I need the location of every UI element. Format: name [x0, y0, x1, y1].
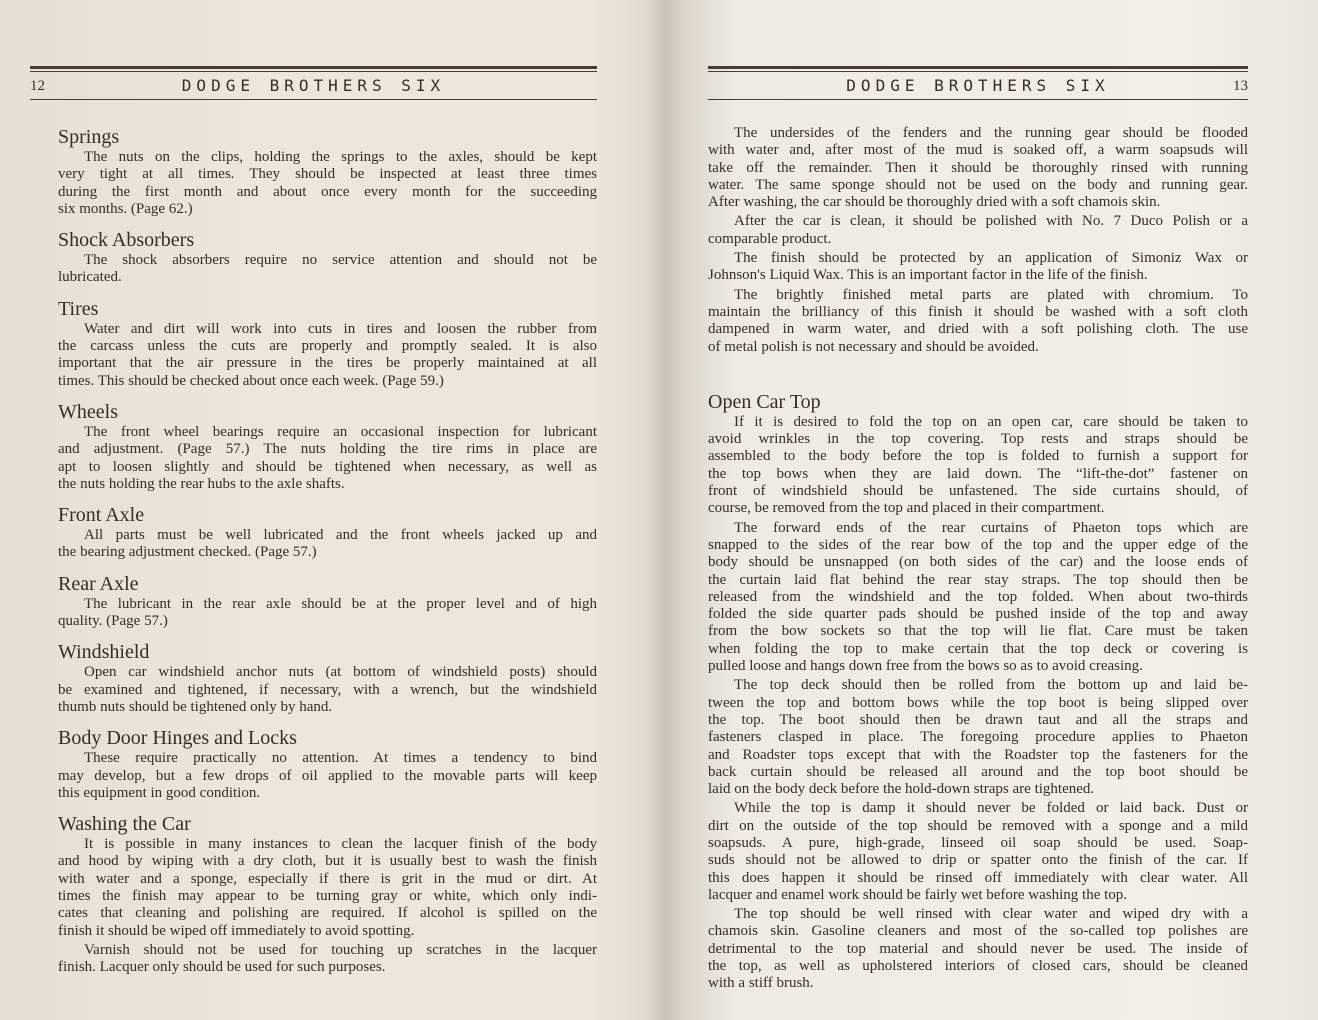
text-line: All parts must be well lubricated and the front wheels jacked up and [84, 527, 597, 544]
header-rule-bottom [30, 99, 597, 100]
text-line: be examined and tightened, if necessary, with a wrench, but the windshield [58, 681, 597, 698]
text-line: folded the side quarter pads should be pushed inside of the top and away [708, 606, 1248, 623]
section-heading: Washing the Car [58, 813, 191, 836]
section [708, 366, 1248, 993]
text-line: Open car windshield anchor nuts (at bottom of windshield posts) should [84, 664, 597, 681]
section [58, 640, 597, 716]
text-line: pulled loose and hangs down free from the bows so as to avoid creasing. [708, 658, 1143, 675]
text-line: chamois skin. Gasoline cleaners and most of the so-called top polishes are [708, 923, 1248, 940]
text-line: fasteners clasped in place. The foregoing procedure applies to Phaeton [708, 729, 1248, 746]
text-line: dampened in warm water, and dried with a soft polishing cloth. The use [708, 321, 1248, 338]
paragraph [58, 527, 597, 562]
paragraph [708, 520, 1248, 676]
section [58, 125, 597, 218]
page-number: 13 [1233, 78, 1248, 94]
page-body [58, 125, 597, 987]
text-line: of metal polish is not necessary and should be avoided. [708, 338, 1039, 355]
text-line: the bearing adjustment checked. (Page 57.) [58, 544, 317, 561]
paragraph [58, 252, 597, 287]
text-line: The undersides of the fenders and the running gear should be flooded [734, 125, 1248, 141]
header-rule-top [708, 66, 1248, 69]
text-line: cates that cleaning and polishing are required. If alcohol is spilled on the [58, 905, 597, 922]
text-line: The nuts on the clips, holding the springs to the axles, should be kept [84, 149, 597, 165]
section-heading: Rear Axle [58, 572, 139, 595]
text-line: with water and, after most of the mud is soaked off, a warm soapsuds will [708, 142, 1248, 159]
section-heading: Open Car Top [708, 390, 821, 413]
text-line: laid on the body deck before the hold-down straps are tightened. [708, 781, 1095, 798]
text-line: The top should be well rinsed with clear water and wiped dry with a [734, 906, 1248, 923]
text-line: the top bows when they are laid down. The “lift-the-dot” fastener on [708, 465, 1248, 482]
text-line: tween the top and bottom bows while the top boot is being slipped over [708, 694, 1248, 711]
paragraph [58, 664, 597, 716]
text-line: If it is desired to fold the top on an open car, care should be taken to [734, 413, 1248, 430]
section [58, 297, 597, 390]
text-line: the nuts holding the rear hubs to the axle shafts. [58, 475, 345, 492]
text-line: detrimental to the top material and should never be used. The inside of [708, 940, 1248, 957]
text-line: snapped to the sides of the rear bow of the top and the upper edge of the [708, 536, 1248, 553]
text-line: take off the remainder. Then it should be thoroughly rinsed with running [708, 159, 1248, 176]
paragraph [708, 800, 1248, 904]
text-line: may develop, but a few drops of oil applied to the movable parts will keep [58, 767, 597, 784]
paragraph [58, 596, 597, 631]
paragraph [708, 677, 1248, 798]
text-line: the top, as well as upholstered interiors of closed cars, should be cleaned [708, 958, 1248, 975]
text-line: finish it should be wiped off immediately to avoid spotting. [58, 922, 415, 939]
section-heading: Body Door Hinges and Locks [58, 727, 297, 750]
text-line: and Roadster tops except that with the Roadster top the fasteners for the [708, 746, 1248, 763]
text-line: lacquer and enamel work should be fairly wet before washing the top. [708, 886, 1128, 903]
header-rule-bottom [708, 99, 1248, 100]
text-line: The finish should be protected by an application of Simoniz Wax or [734, 250, 1248, 267]
paragraph [708, 906, 1248, 992]
section-heading: Wheels [58, 400, 118, 423]
running-title: DODGE BROTHERS SIX [181, 76, 446, 95]
text-line: the curtain laid flat behind the rear stay straps. The top should then be [708, 571, 1248, 588]
text-line: six months. (Page 62.) [58, 200, 193, 217]
text-line: released from the windshield and the top folded. When about two-thirds [708, 588, 1248, 605]
text-line: dirt on the outside of the top should be removed with a sponge and a mild [708, 817, 1248, 834]
text-line: water. The same sponge should not be used on the body and running gear. [708, 176, 1248, 193]
paragraph [708, 125, 1248, 211]
text-line: front of windshield should be unfastened. The side curtains should, of [708, 483, 1248, 500]
section [58, 400, 597, 493]
paragraph [58, 836, 597, 940]
text-line: After the car is clean, it should be polished with No. 7 Duco Polish or a [734, 213, 1248, 230]
paragraph [58, 149, 597, 218]
text-line: times. This should be checked about once each week. (Page 59.) [58, 372, 444, 389]
page-body [708, 125, 1248, 1003]
paragraph [708, 287, 1248, 356]
text-line: The brightly finished metal parts are plated with chromium. To [734, 286, 1248, 303]
text-line: After washing, the car should be thoroughly dried with a soft chamois skin. [708, 194, 1161, 211]
text-line: comparable product. [708, 230, 832, 247]
text-line: It is possible in many instances to clean the lacquer finish of the body [84, 836, 597, 853]
text-line: The front wheel bearings require an occasional inspection for lubricant [84, 423, 597, 440]
section [708, 125, 1248, 356]
text-line: quality. (Page 57.) [58, 613, 168, 630]
paragraph [58, 424, 597, 493]
text-line: The forward ends of the rear curtains of Phaeton tops which are [734, 519, 1248, 536]
paragraph [58, 321, 597, 390]
paragraph [58, 750, 597, 802]
text-line: Johnson's Liquid Wax. This is an important factor in the life of the finish. [708, 267, 1148, 284]
text-line: The top deck should then be rolled from the bottom up and laid be- [734, 677, 1248, 694]
text-line: the carcass unless the cuts are properly and promptly sealed. It is also [58, 338, 597, 355]
section [58, 726, 597, 802]
text-line: and hood by wiping with a dry cloth, but it is usually best to wash the finish [58, 853, 597, 870]
section-heading: Tires [58, 297, 99, 320]
text-line: this does happen it should be rinsed off immediately with clear water. All [708, 869, 1248, 886]
text-line: assembled to the body before the top is folded to furnish a support for [708, 448, 1248, 465]
text-line: These require practically no attention. At times a tendency to bind [84, 750, 597, 767]
text-line: when folding the top to make certain that the top deck or covering is [708, 640, 1248, 657]
text-line: thumb nuts should be tightened only by hand. [58, 698, 333, 715]
text-line: The shock absorbers require no service attention and should not be [84, 252, 597, 269]
text-line: finish. Lacquer only should be used for such purposes. [58, 959, 386, 976]
running-header [30, 66, 597, 102]
text-line: times the finish may appear to be turning gray or white, which only indi- [58, 888, 597, 905]
text-line: this equipment in good condition. [58, 784, 261, 801]
running-header [708, 66, 1248, 102]
text-line: Water and dirt will work into cuts in tires and loosen the rubber from [84, 320, 597, 337]
text-line: back curtain should be released all around and the top boot should be [708, 763, 1248, 780]
text-line: Varnish should not be used for touching up scratches in the lacquer [84, 941, 597, 958]
text-line: with water and a sponge, especially if there is grit in the mud or dirt. At [58, 870, 597, 887]
text-line: maintain the brilliancy of this finish it should be washed with a soft cloth [708, 303, 1248, 320]
paragraph [708, 414, 1248, 518]
text-line: While the top is damp it should never be folded or laid back. Dust or [734, 800, 1248, 817]
section-heading: Springs [58, 126, 120, 148]
paragraph [708, 250, 1248, 285]
text-line: important that the air pressure in the tires be properly maintained at all [58, 355, 597, 372]
section-heading: Front Axle [58, 504, 145, 527]
section [58, 572, 597, 631]
paragraph [708, 213, 1248, 248]
paragraph [58, 942, 597, 977]
text-line: suds should not be allowed to drip or spatter onto the finish of the car. If [708, 852, 1248, 869]
text-line: with a stiff brush. [708, 975, 814, 992]
page-number: 12 [30, 78, 45, 94]
text-line: soapsuds. A pure, high-grade, linseed oil soap should be used. Soap- [708, 834, 1248, 851]
text-line: course, be removed from the top and placed in their compartment. [708, 500, 1105, 517]
section-heading: Windshield [58, 641, 150, 664]
section-heading: Shock Absorbers [58, 229, 195, 252]
text-line: apt to loosen slightly and should be tightened when necessary, as well as [58, 458, 597, 475]
section [58, 812, 597, 976]
text-line: and adjustment. (Page 57.) The nuts holding the tire rims in place are [58, 441, 597, 458]
section [58, 228, 597, 287]
text-line: avoid wrinkles in the top covering. Top rests and straps should be [708, 431, 1248, 448]
running-title: DODGE BROTHERS SIX [846, 76, 1110, 95]
text-line: very tight at all times. They should be inspected at least three times [58, 166, 597, 183]
section [58, 503, 597, 562]
text-line: during the first month and about once every month for the succeeding [58, 183, 597, 200]
text-line: the top. The boot should then be drawn taut and all the straps and [708, 711, 1248, 728]
text-line: lubricated. [58, 269, 122, 286]
header-rule-top [30, 66, 597, 69]
text-line: The lubricant in the rear axle should be at the proper level and of high [84, 595, 597, 612]
text-line: body should be unsnapped (on both sides of the car) and the loose ends of [708, 554, 1248, 571]
text-line: from the bow sockets so that the top will lie flat. Care must be taken [708, 623, 1248, 640]
